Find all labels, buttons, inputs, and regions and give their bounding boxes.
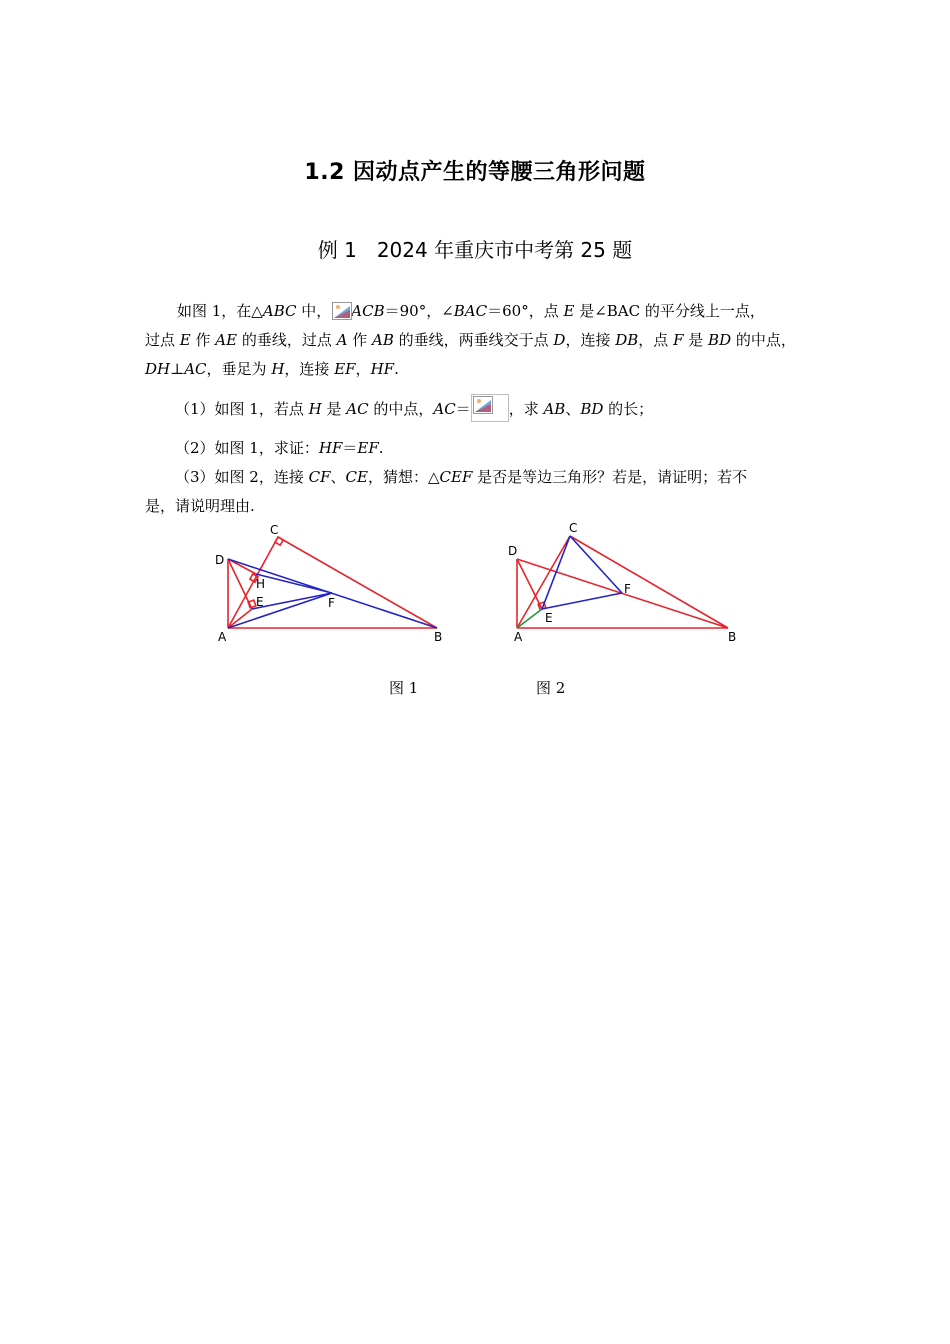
fig1-segment-hf	[256, 574, 332, 593]
question-3: （3）如图 2，连接 CF、CE，猜想：△CEF 是否是等边三角形？若是，请证明；若不 是，请说明理由.	[145, 468, 748, 515]
fig1-label-e: E	[256, 595, 264, 609]
broken-image-icon	[331, 301, 351, 319]
fig2-segment-ae	[517, 609, 542, 628]
fig1-label-c: C	[270, 523, 279, 537]
statement-line-2: 过点 E 作 AE 的垂线，过点 A 作 AB 的垂线，两垂线交于点 D，连接 DB，点 F 是 BD 的中点，	[145, 331, 796, 349]
broken-image-icon	[471, 394, 509, 422]
figure-1-diagram	[200, 515, 460, 650]
fig2-label-c: C	[569, 521, 578, 535]
fig1-label-d: D	[215, 553, 225, 567]
figure-2-caption: 图 2	[536, 679, 566, 697]
fig1-blue-lines	[228, 559, 437, 628]
fig2-label-d: D	[508, 544, 518, 558]
fig2-blue-lines	[542, 536, 622, 609]
fig2-label-f: F	[624, 582, 631, 596]
fig1-segment-ae-red	[228, 609, 252, 628]
fig2-label-e: E	[545, 611, 553, 625]
example-subtitle: 例 1 2024 年重庆市中考第 25 题	[317, 238, 633, 262]
question-1: （1）如图 1，若点 H 是 AC 的中点，AC＝ ，求 AB、BD 的长；	[145, 394, 817, 424]
question-2: （2）如图 1，求证：HF＝EF.	[175, 439, 384, 457]
fig2-segment-cb	[570, 536, 728, 628]
fig2-label-a: A	[514, 630, 523, 644]
fig1-label-b: B	[434, 630, 443, 644]
problem-statement	[145, 297, 817, 384]
figure-1-caption: 图 1	[389, 679, 419, 697]
fig1-segment-cb	[278, 537, 437, 628]
figure-2-diagram	[500, 515, 745, 650]
fig1-right-angle-c	[275, 537, 283, 545]
page-title: 1.2 因动点产生的等腰三角形问题	[304, 160, 646, 185]
statement-line-1: 如图 1，在△ABC 中， ACB＝90°，∠BAC＝60°，点 E 是∠BAC 的平分线上一点，	[177, 302, 765, 320]
fig2-segment-ef	[542, 593, 622, 609]
fig1-label-h: H	[256, 577, 266, 591]
fig1-right-angle-e	[248, 600, 256, 608]
fig2-label-b: B	[728, 630, 737, 644]
fig2-segment-ce	[542, 536, 570, 609]
statement-line-3: DH⊥AC，垂足为 H，连接 EF，HF.	[145, 360, 399, 378]
fig1-label-a: A	[218, 630, 227, 644]
fig2-segment-ac	[517, 536, 570, 628]
fig1-label-f: F	[328, 596, 335, 610]
